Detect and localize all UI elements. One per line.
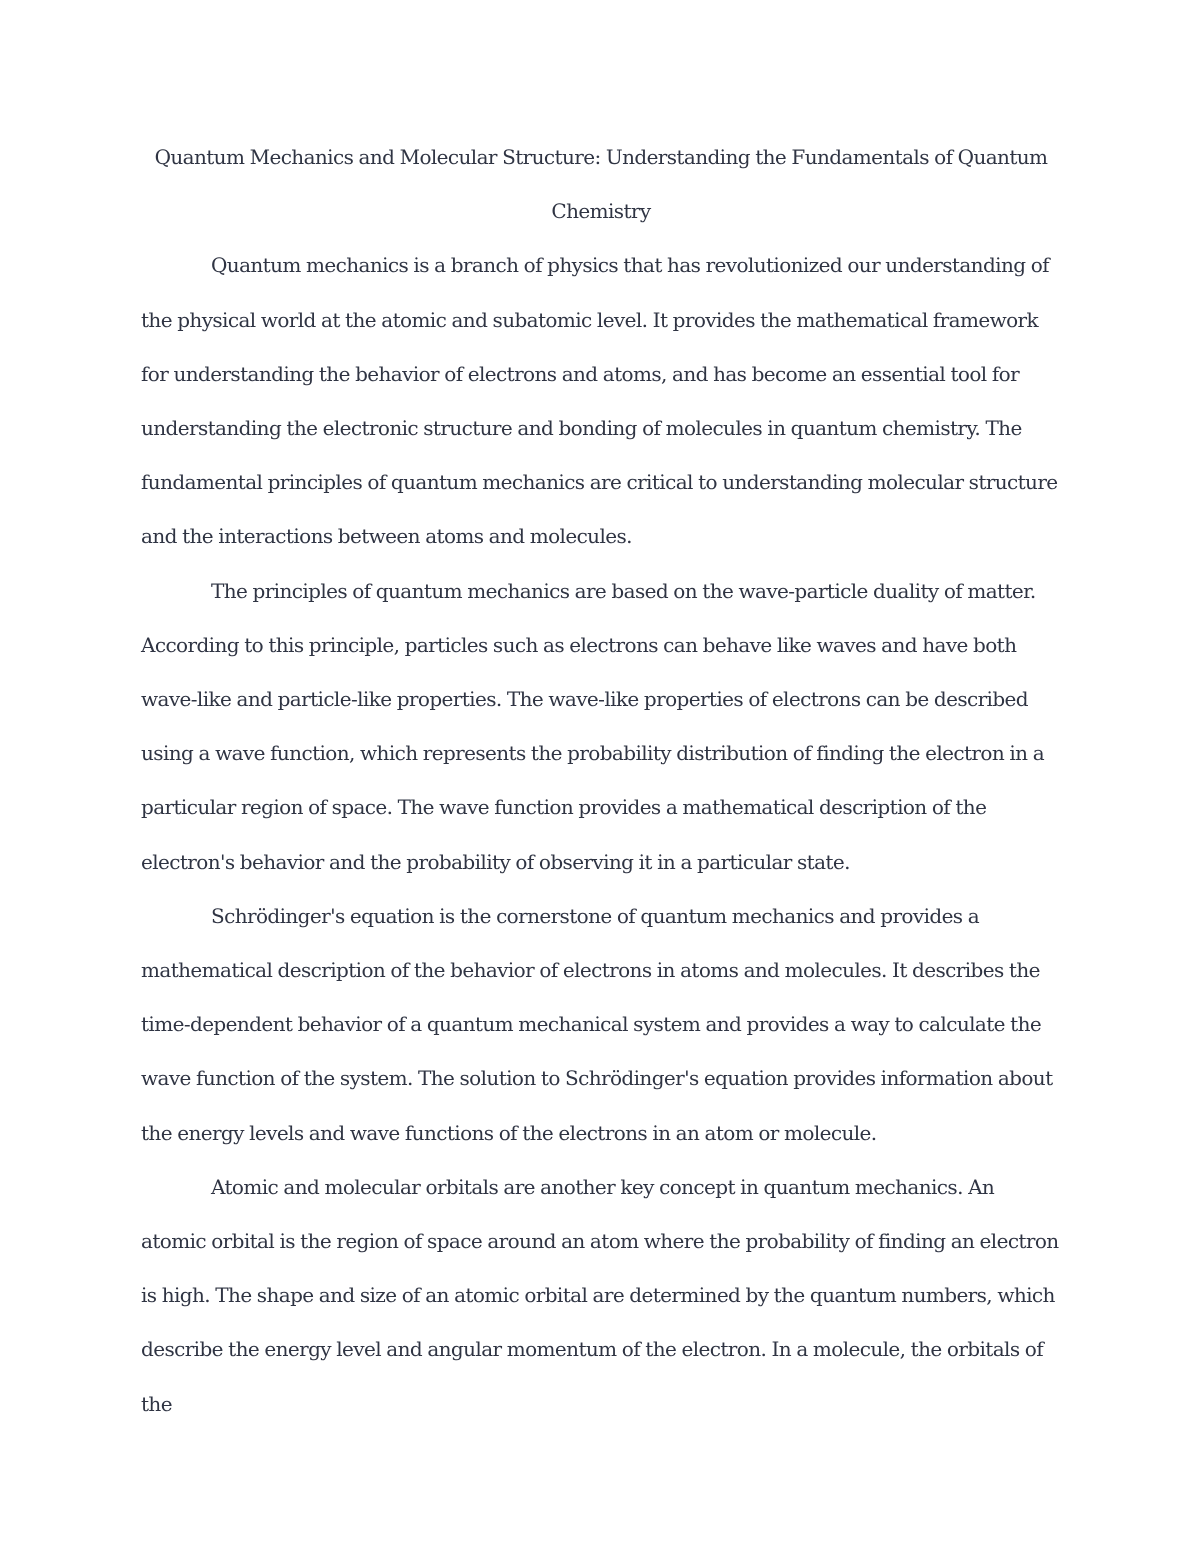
document-body	[141, 130, 1061, 1431]
paragraph-1: Quantum mechanics is a branch of physics that has revolutionized our understanding of the physical world at the atomic and subatomic level. It provides the mathematical framework for understanding the behavior of electrons and atoms, and has become an essential tool for understanding the electronic structure and bonding of molecules in quantum chemistry. The fundamental principles of quantum mechanics are critical to understanding molecular structure and the interactions between atoms and molecules.	[141, 253, 1058, 549]
title-line-2: Chemistry	[551, 199, 651, 224]
paragraph-3: Schrödinger's equation is the cornerstone of quantum mechanics and provides a mathematical description of the behavior of electrons in atoms and molecules. It describes the time-dependent behavior of a quantum mechanical system and provides a way to calculate the wave function of the system. The solution to Schrödinger's equation provides information about the energy levels and wave functions of the electrons in an atom or molecule.	[141, 903, 1053, 1145]
paragraph-2: The principles of quantum mechanics are based on the wave-particle duality of matter. According to this principle, particles such as electrons can behave like waves and have both wave-like and particle-like properties. The wave-like properties of electrons can be described using a wave function, which represents the probability distribution of finding the electron in a particular region of space. The wave function provides a mathematical description of the electron's behavior and the probability of observing it in a particular state.	[141, 578, 1045, 874]
title-line-1: Quantum Mechanics and Molecular Structure: Understanding the Fundamentals of Quantum	[154, 145, 1048, 169]
document-title	[141, 130, 1061, 238]
paragraph-4: Atomic and molecular orbitals are another key concept in quantum mechanics. An atomic orbital is the region of space around an atom where the probability of finding an electron is high. The shape and size of an atomic orbital are determined by the quantum numbers, which describe the energy level and angular momentum of the electron. In a molecule, the orbitals of the	[141, 1174, 1059, 1416]
